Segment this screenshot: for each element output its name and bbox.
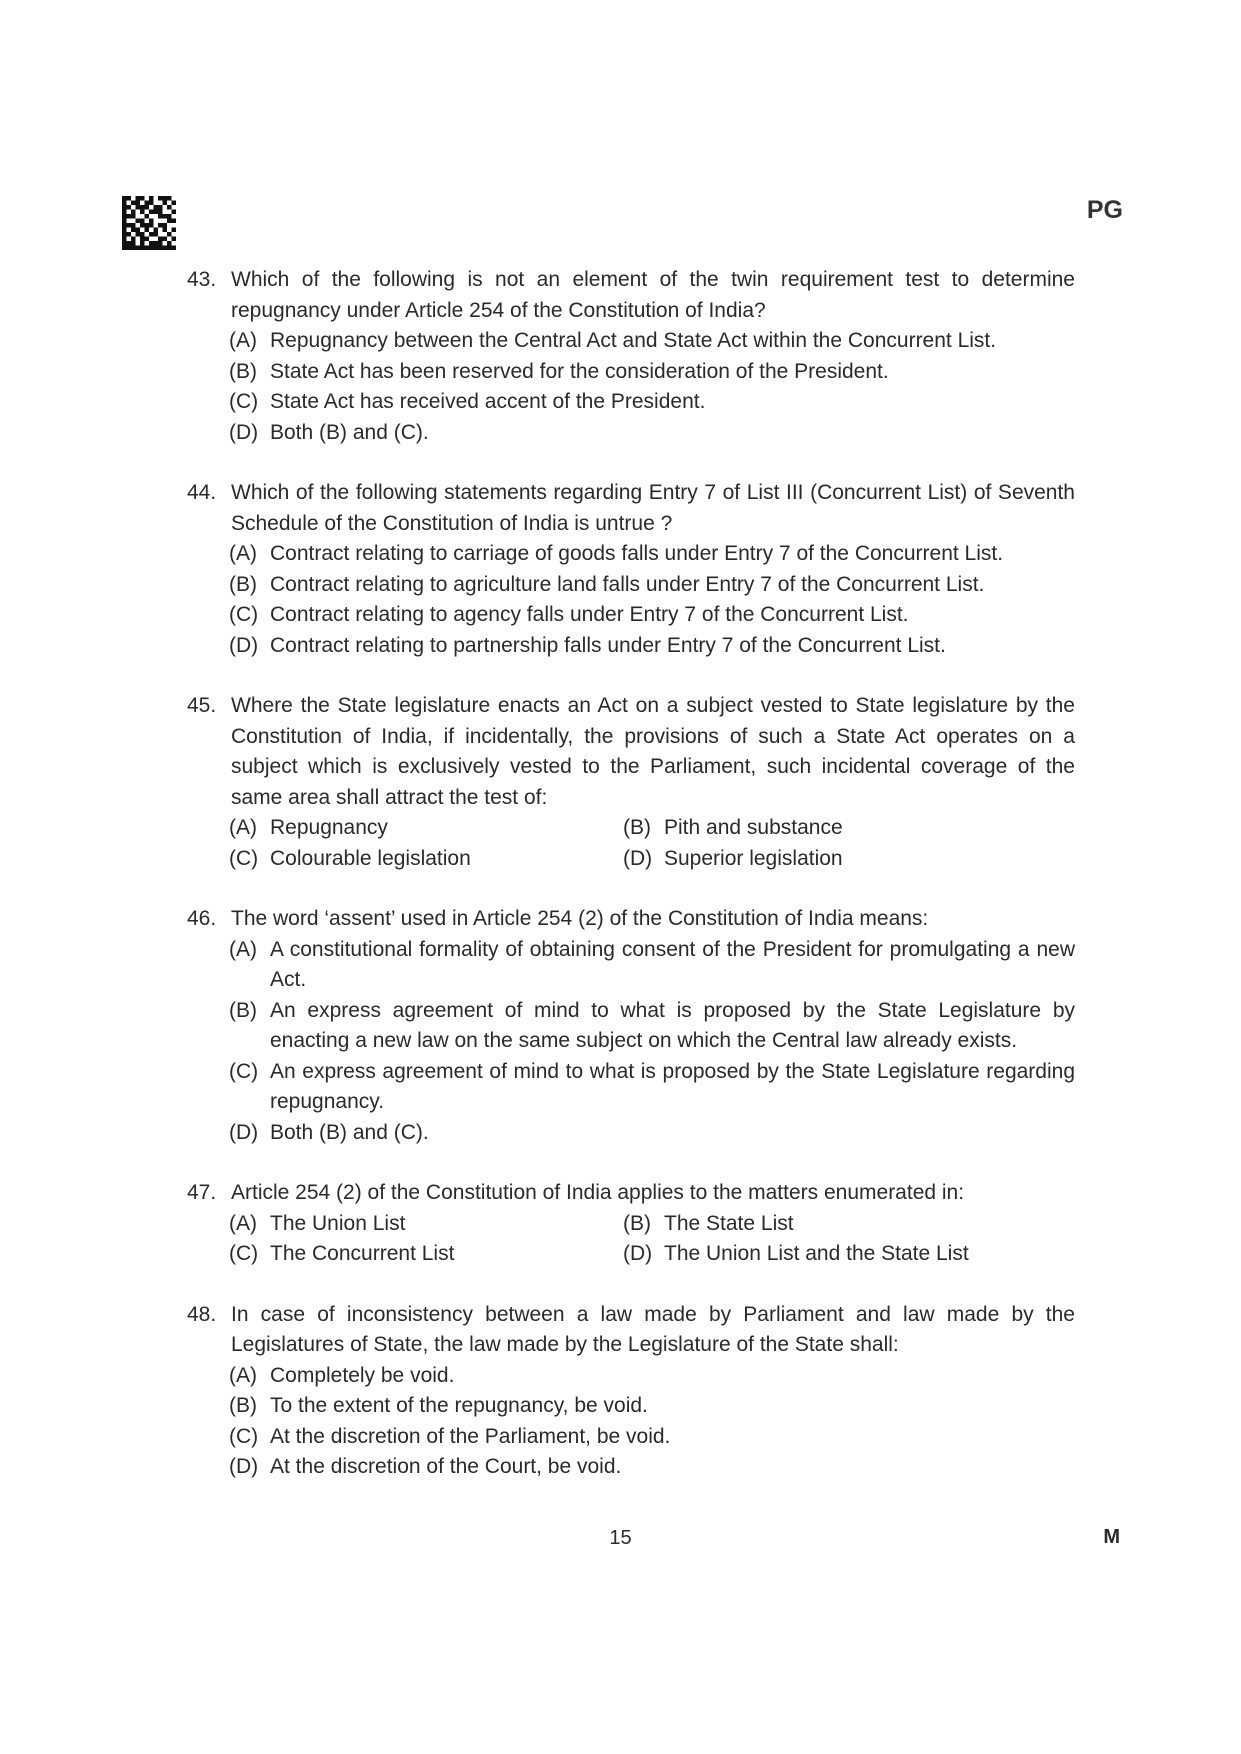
qr-code-icon: [122, 196, 176, 250]
option-c: [229, 1239, 623, 1270]
option-a: [229, 1361, 1075, 1392]
option-a: [229, 326, 1075, 357]
option-label: (B): [623, 1211, 651, 1235]
option-label: (A): [229, 937, 257, 961]
question-text: Which of the following statements regarding Entry 7 of List III (Concurrent List) of Seventh Schedule of the Constitution of India is untrue ?: [231, 481, 1075, 535]
option-text: An express agreement of mind to what is proposed by the State Legislature by enacting a new law on the same subject on which the Central law already exists.: [270, 998, 1075, 1052]
question-number: 43.: [187, 268, 217, 291]
option-label: (D): [623, 846, 653, 870]
option-text: Completely be void.: [270, 1363, 455, 1387]
option-c: [229, 387, 1075, 418]
question-list: [187, 265, 1075, 1513]
option-text: At the discretion of the Court, be void.: [270, 1455, 622, 1478]
option-text: Contract relating to agriculture land falls under Entry 7 of the Concurrent List.: [270, 572, 985, 596]
option-text: Pith and substance: [664, 816, 843, 839]
page-number: 15: [609, 1527, 632, 1549]
question-text: Article 254 (2) of the Constitution of India applies to the matters enumerated in:: [231, 1181, 965, 1204]
option-text: The Union List: [270, 1211, 406, 1235]
option-text: The Concurrent List: [270, 1242, 455, 1265]
option-d: [229, 631, 1075, 662]
option-c: [229, 844, 623, 875]
option-b: [229, 570, 1075, 601]
option-text: Colourable legislation: [270, 846, 471, 870]
option-label: (A): [229, 816, 257, 839]
question-text: Where the State legislature enacts an Act on a subject vested to State legislature by the Constitution of India, if incidentally, the provisions of such a State Act operates on a subject which is exclusively vested to the Parliament, such incidental coverage of the same area shall attract the test of:: [231, 694, 1075, 809]
option-text: Superior legislation: [664, 846, 843, 870]
option-text: A constitutional formality of obtaining consent of the President for promulgating a new Act.: [270, 937, 1075, 991]
option-label: (B): [229, 1394, 257, 1417]
option-b: [623, 813, 1075, 844]
option-label: (C): [229, 1059, 259, 1083]
question-44: [187, 478, 1075, 661]
option-d: [623, 1239, 1075, 1270]
option-a: [229, 813, 623, 844]
option-label: (B): [229, 572, 257, 596]
option-text: Contract relating to agency falls under Entry 7 of the Concurrent List.: [270, 603, 909, 626]
question-text: The word ‘assent’ used in Article 254 (2) of the Constitution of India means:: [231, 907, 929, 930]
question-number: 47.: [187, 1181, 217, 1204]
option-label: (C): [229, 1424, 259, 1448]
option-label: (C): [229, 1242, 259, 1265]
option-label: (D): [229, 1120, 259, 1144]
question-number: 46.: [187, 907, 217, 930]
option-label: (D): [229, 1455, 259, 1478]
option-d: [229, 1452, 1075, 1483]
option-text: At the discretion of the Parliament, be void.: [270, 1424, 671, 1448]
question-47: [187, 1178, 1075, 1270]
option-text: Contract relating to carriage of goods falls under Entry 7 of the Concurrent List.: [270, 542, 1004, 565]
option-b: [229, 996, 1075, 1057]
question-text: In case of inconsistency between a law made by Parliament and law made by the Legislatures of State, the law made by the Legislature of the State shall:: [231, 1302, 1075, 1356]
option-label: (C): [229, 846, 259, 870]
option-text: To the extent of the repugnancy, be void.: [270, 1394, 648, 1417]
option-label: (B): [229, 998, 257, 1022]
option-label: (C): [229, 390, 259, 413]
question-number: 44.: [187, 481, 217, 504]
option-label: (B): [623, 816, 651, 839]
option-b: [229, 1391, 1075, 1422]
question-48: [187, 1300, 1075, 1483]
question-text: Which of the following is not an element of the twin requirement test to determine repugnancy under Article 254 of the Constitution of India?: [231, 268, 1075, 322]
option-text: State Act has received accent of the President.: [270, 390, 706, 413]
option-label: (C): [229, 603, 259, 626]
option-d: [623, 844, 1075, 875]
option-text: The Union List and the State List: [664, 1242, 969, 1265]
option-d: [229, 418, 1075, 449]
option-text: State Act has been reserved for the consideration of the President.: [270, 359, 889, 383]
question-number: 45.: [187, 694, 217, 717]
question-number: 48.: [187, 1302, 217, 1326]
option-label: (A): [229, 1363, 257, 1387]
header-paper-code: PG: [1086, 196, 1123, 224]
option-label: (A): [229, 1211, 257, 1235]
question-46: [187, 904, 1075, 1148]
question-45: [187, 691, 1075, 874]
option-label: (B): [229, 359, 257, 383]
option-label: (D): [623, 1242, 653, 1265]
option-text: Contract relating to partnership falls under Entry 7 of the Concurrent List.: [270, 633, 946, 657]
option-c: [229, 600, 1075, 631]
option-label: (A): [229, 542, 257, 565]
option-text: An express agreement of mind to what is proposed by the State Legislature regarding repugnancy.: [270, 1059, 1075, 1113]
footer-code: M: [1103, 1526, 1120, 1548]
option-c: [229, 1057, 1075, 1118]
option-c: [229, 1422, 1075, 1453]
option-a: [229, 935, 1075, 996]
option-a: [229, 1209, 623, 1240]
option-a: [229, 539, 1075, 570]
option-text: Repugnancy between the Central Act and State Act within the Concurrent List.: [270, 329, 997, 352]
option-label: (A): [229, 329, 257, 352]
option-b: [623, 1209, 1075, 1240]
option-text: Both (B) and (C).: [270, 1120, 429, 1144]
question-43: [187, 265, 1075, 448]
option-text: Both (B) and (C).: [270, 420, 429, 444]
option-label: (D): [229, 420, 259, 444]
option-d: [229, 1118, 1075, 1149]
option-text: The State List: [664, 1211, 794, 1235]
option-b: [229, 357, 1075, 388]
option-text: Repugnancy: [270, 816, 388, 839]
option-label: (D): [229, 633, 259, 657]
